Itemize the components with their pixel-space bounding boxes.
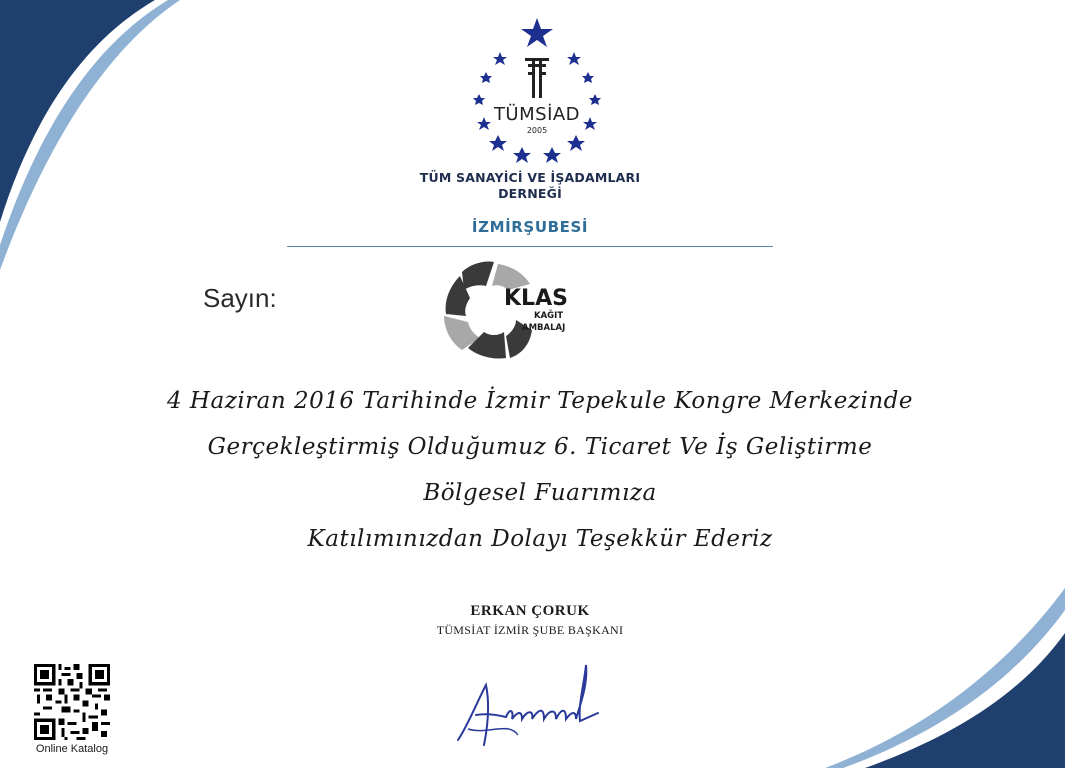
organization-name-line2: DERNEĞİ — [498, 186, 562, 201]
tumsiad-emblem — [462, 14, 612, 170]
branch-title: İZMİRŞUBESİ — [471, 218, 589, 236]
qr-code[interactable] — [34, 664, 110, 740]
header-divider — [287, 246, 773, 247]
emblem-year-text: 2005 — [526, 126, 548, 135]
organization-name — [380, 170, 680, 202]
salutation: Sayın: — [203, 283, 277, 313]
corner-swoosh-top-left — [0, 0, 200, 290]
message-line-1: 4 Haziran 2016 Tarihinde İzmir Tepekule Kongre Merkezinde — [166, 388, 913, 414]
klas-name-text: KLAS — [504, 286, 568, 311]
message-line-4: Katılımınızdan Dolayı Teşekkür Ederiz — [307, 526, 773, 552]
qr-caption: Online Katalog — [35, 743, 109, 755]
organization-name-line1: TÜM SANAYİCİ VE İŞADAMLARI — [419, 170, 641, 185]
signer-name: ERKAN ÇORUK — [470, 603, 590, 619]
message-line-2: Gerçekleştirmiş Olduğumuz 6. Ticaret Ve İş Geliştirme — [207, 434, 873, 460]
klas-sub1-text: KAĞIT — [534, 311, 564, 321]
corner-swoosh-bottom-right — [825, 588, 1065, 768]
message-line-3: Bölgesel Fuarımıza — [423, 480, 657, 506]
handwritten-signature — [448, 645, 608, 755]
thank-you-message — [90, 378, 990, 562]
signer-title: TÜMSİAT İZMİR ŞUBE BAŞKANI — [436, 623, 624, 637]
klas-sub2-text: AMBALAJ — [522, 323, 566, 333]
emblem-name-text: TÜMSİAD — [493, 104, 581, 125]
klas-logo — [442, 260, 587, 360]
